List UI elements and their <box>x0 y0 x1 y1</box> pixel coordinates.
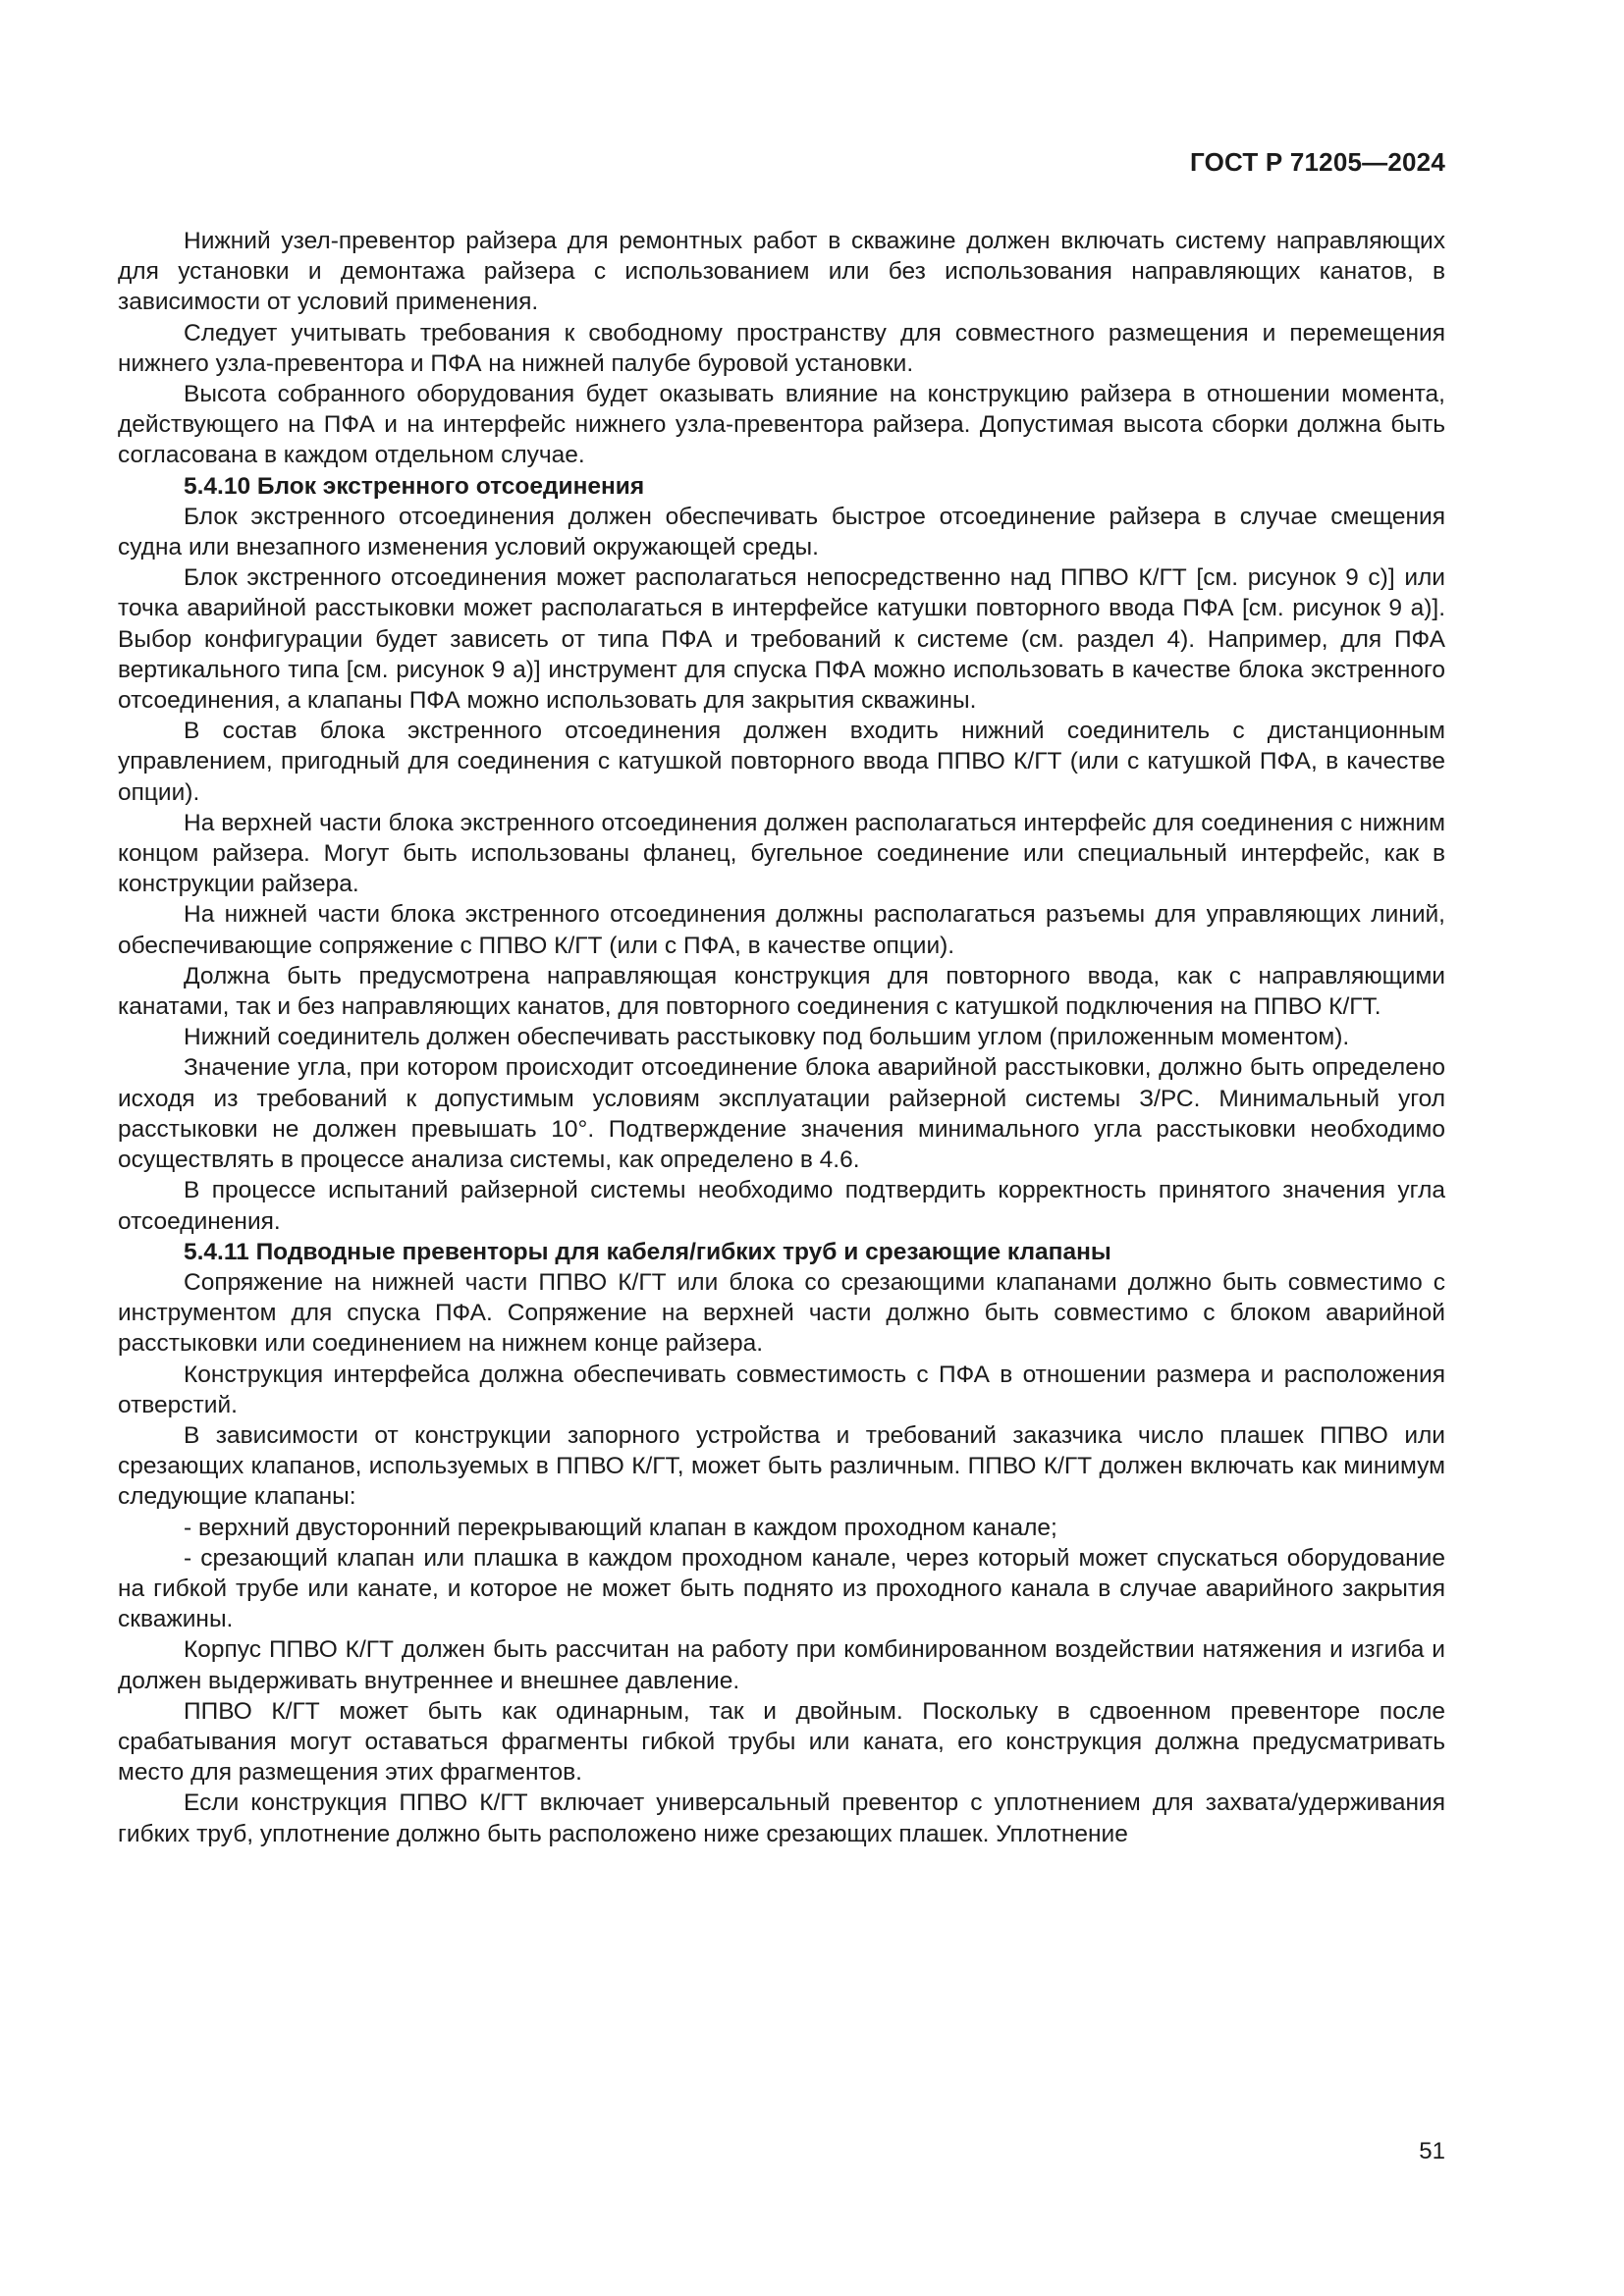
paragraph: Сопряжение на нижней части ППВО К/ГТ или блока со срезающими клапанами должно быть совместимо с инструментом для спуска ПФА. Сопряжение на верхней части должно быть совместимо с блоком аварийной расстыковки или соединением на нижнем конце райзера. <box>118 1268 1445 1358</box>
paragraph: Нижний узел-превентор райзера для ремонтных работ в скважине должен включать систему направляющих для установки и демонтажа райзера с использованием или без использования направляющих канатов, в зависимости от условий применения. <box>118 228 1445 316</box>
paragraph: В зависимости от конструкции запорного устройства и требований заказчика число плашек ППВО или срезающих клапанов, используемых в ППВО К/ГТ, может быть различным. ППВО К/ГТ должен включать как минимум следующие клапаны: <box>118 1421 1445 1511</box>
paragraph: Высота собранного оборудования будет оказывать влияние на конструкцию райзера в отношении момента, действующего на ПФА и на интерфейс нижнего узла-превентора райзера. Допустимая высота сборки должна быть согласована в каждом отдельном случае. <box>118 381 1445 469</box>
paragraph: В состав блока экстренного отсоединения должен входить нижний соединитель с дистанционным управлением, пригодный для соединения с катушкой повторного ввода ППВО К/ГТ (или с катушкой ПФА, в качестве опции). <box>118 718 1445 806</box>
paragraph: На верхней части блока экстренного отсоединения должен располагаться интерфейс для соединения с нижним концом райзера. Могут быть использованы фланец, бугельное соединение или специальный интерфейс, как в конструкции райзера. <box>118 809 1445 898</box>
paragraph: Блок экстренного отсоединения может располагаться непосредственно над ППВО К/ГТ [см. рисунок 9 с)] или точка аварийной расстыковки может располагаться в интерфейсе катушки повторного ввода ПФА [см. рисунок 9 а)]. Выбор конфигурации будет зависеть от типа ПФА и требований к системе (см. раздел 4). Например, для ПФА вертикального типа [см. рисунок 9 а)] инструмент для спуска ПФА можно использовать в качестве блока экстренного отсоединения, а клапаны ПФА можно использовать для закрытия скважины. <box>118 564 1445 715</box>
paragraph: На нижней части блока экстренного отсоединения должны располагаться разъемы для управляющих линий, обеспечивающие сопряжение с ППВО К/ГТ (или с ПФА, в качестве опции). <box>118 901 1445 959</box>
section-heading-5-4-10: 5.4.10 Блок экстренного отсоединения <box>184 472 645 500</box>
document-id: ГОСТ Р 71205—2024 <box>1190 147 1445 177</box>
paragraph: Если конструкция ППВО К/ГТ включает универсальный превентор с уплотнением для захвата/удерживания гибких труб, уплотнение должно быть расположено ниже срезающих плашек. Уплотнение <box>118 1789 1445 1847</box>
paragraph: Значение угла, при котором происходит отсоединение блока аварийной расстыковки, должно быть определено исходя из требований к допустимым условиям эксплуатации райзерной системы З/РС. Минимальный угол расстыковки не должен превышать 10°. Подтверждение значения минимального угла расстыковки необходимо осуществлять в процессе анализа системы, как определено в 4.6. <box>118 1054 1445 1174</box>
paragraph: Блок экстренного отсоединения должен обеспечивать быстрое отсоединение райзера в случае смещения судна или внезапного изменения условий окружающей среды. <box>118 503 1445 561</box>
paragraph: Нижний соединитель должен обеспечивать расстыковку под большим углом (приложенным моментом). <box>184 1024 1350 1051</box>
list-item: - срезающий клапан или плашка в каждом проходном канале, через который может спускаться оборудование на гибкой трубе или канате, и которое не может быть поднято из проходного канала в случае аварийного закрытия скважины. <box>118 1544 1445 1633</box>
paragraph: Конструкция интерфейса должна обеспечивать совместимость с ПФА в отношении размера и расположения отверстий. <box>118 1361 1445 1418</box>
paragraph: В процессе испытаний райзерной системы необходимо подтвердить корректность принятого значения угла отсоединения. <box>118 1177 1445 1235</box>
paragraph: ППВО К/ГТ может быть как одинарным, так и двойным. Поскольку в сдвоенном превенторе после срабатывания могут оставаться фрагменты гибкой трубы или каната, его конструкция должна предусматривать место для размещения этих фрагментов. <box>118 1697 1445 1787</box>
paragraph: Следует учитывать требования к свободному пространству для совместного размещения и перемещения нижнего узла-превентора и ПФА на нижней палубе буровой установки. <box>118 319 1445 377</box>
page-content <box>118 226 1445 1849</box>
paragraph: Должна быть предусмотрена направляющая конструкция для повторного ввода, как с направляющими канатами, так и без направляющих канатов, для повторного соединения с катушкой подключения на ППВО К/ГТ. <box>118 962 1445 1021</box>
section-heading-5-4-11: 5.4.11 Подводные превенторы для кабеля/гибких труб и срезающие клапаны <box>184 1238 1111 1265</box>
list-item: - верхний двусторонний перекрывающий клапан в каждом проходном канале; <box>184 1514 1057 1541</box>
page-number: 51 <box>1419 2138 1445 2164</box>
paragraph: Корпус ППВО К/ГТ должен быть рассчитан на работу при комбинированном воздействии натяжения и изгиба и должен выдерживать внутреннее и внешнее давление. <box>118 1636 1445 1694</box>
